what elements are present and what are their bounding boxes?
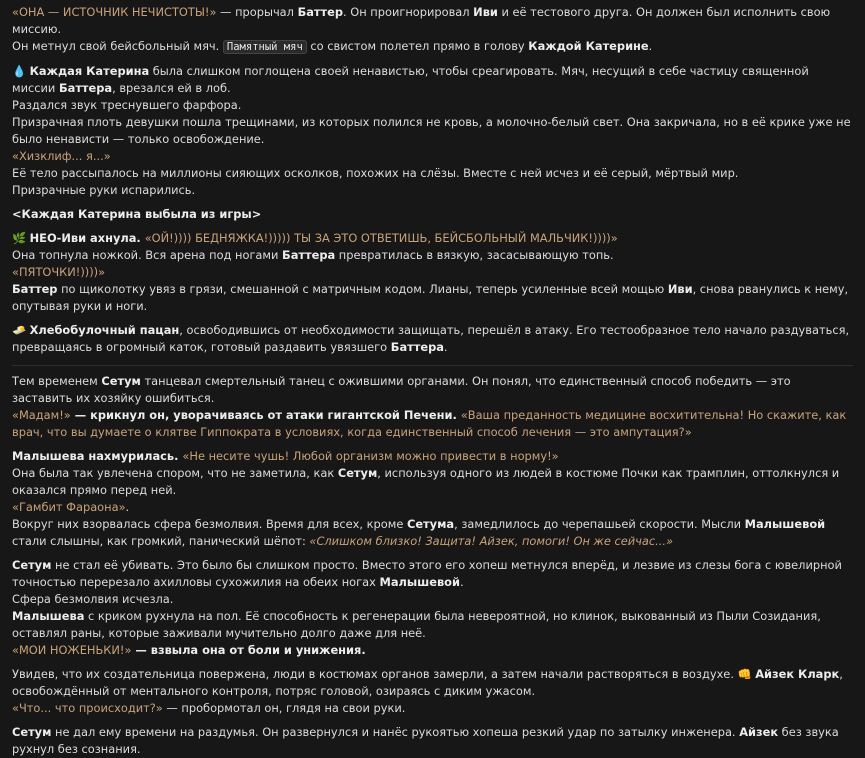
system-notice: <Каждая Катерина выбыла из игры> — [12, 207, 262, 221]
character-name: Баттера — [282, 248, 336, 262]
section-divider — [12, 365, 853, 366]
paragraph-21: Сетум не стал её убивать. Это было бы слишком просто. Вместо этого его хопеш метнулся вперёд, и лезвие из слезы бога с ювелирной точностью перерезало ахилловы сухожилия на обеих ногах Малышевой. — [12, 558, 842, 589]
paragraph-10: 🌿 НЕО-Иви ахнула. «ОЙ!)))) БЕДНЯЖКА!))))) ТЫ ЗА ЭТО ОТВЕТИШЬ, БЕЙСБОЛЬНЫЙ МАЛЬЧИК!))))» — [12, 231, 618, 245]
paragraph-7: Её тело рассыпалось на миллионы сияющих осколков, похожих на слёзы. Вместе с ней исчез и её серый, мёртвый мир. — [12, 166, 739, 180]
character-name: Сетум — [12, 558, 52, 572]
paragraph-25: Увидев, что их создательница повержена, люди в костюмах органов замерли, а затем начали растворяться в воздухе. 👊 Айзек Кларк, освобождённый от ментального контроля, потряс головой, озираясь с диким ужасом. — [12, 667, 843, 698]
paragraph-26: «Что... что происходит?» — пробормотал он, глядя на свои руки. — [12, 701, 406, 715]
paragraph-8: Призрачные руки испарились. — [12, 183, 196, 197]
character-name: Айзек — [739, 725, 779, 739]
fist-icon: 👊 — [737, 667, 752, 681]
character-name: Сетума — [406, 517, 455, 531]
character-name: Баттер — [297, 5, 344, 19]
paragraph-5: Призрачная плоть девушки пошла трещинами, из которых полился не кровь, а молочно-белый свет. Она закричала, но в её крике уже не было ненависти — только освобождение. — [12, 115, 851, 146]
character-name: Иви — [667, 282, 693, 296]
paragraph-3: 💧 Каждая Катерина была слишком поглощена своей ненавистью, чтобы среагировать. Мяч, несущий в себе частицу священной миссии Баттера, врезался ей в лоб. — [12, 64, 809, 95]
character-name: Айзек Кларк — [755, 667, 840, 681]
paragraph-22: Сфера безмолвия исчезла. — [12, 592, 174, 606]
character-name: Баттера — [58, 81, 113, 95]
character-name: Каждая Катерина — [29, 64, 150, 78]
paragraph-16: «Мадам!» — крикнул он, уворачиваясь от атаки гигантской Печени. «Ваша преданность медицине восхитительна! Но скажите, как врач, что вы думаете о клятве Гиппократа в условиях, когда единственный способ лечения — это ампутация?» — [12, 408, 847, 439]
character-name: Сетум — [12, 725, 52, 739]
character-name: Сетум — [101, 374, 141, 388]
inline-code-item: Памятный мяч — [223, 40, 307, 54]
character-name: Сетум — [337, 466, 378, 480]
droplet-icon: 💧 — [12, 64, 27, 78]
paragraph-12-quote: «ПЯТОЧКИ!))))» — [12, 265, 106, 279]
character-name: Малышевой — [379, 575, 460, 589]
paragraph-1: «ОНА — ИСТОЧНИК НЕЧИСТОТЫ!» — прорычал Баттер. Он проигнорировал Иви и её тестового друга. Он должен был исполнить свою миссию. — [12, 5, 831, 36]
character-name: Хлебобулочный пацан — [29, 323, 180, 337]
character-name: Каждой Катерине — [528, 39, 649, 53]
paragraph-6-quote: «Хизклиф... я...» — [12, 149, 111, 163]
character-name: Малышева — [12, 609, 85, 623]
paragraph-19: «Гамбит Фараона». — [12, 500, 130, 514]
paragraph-23: Малышева с криком рухнула на пол. Её способность к регенерации была невероятной, но клинок, выкованный из Пыли Созидания, оставлял раны, которые заживали мучительно долго даже для неё. — [12, 609, 821, 640]
paragraph-14: 🧈 Хлебобулочный пацан, освободившись от необходимости защищать, перешёл в атаку. Его тестообразное тело начало раздуваться, превращаясь в огромный каток, готовый раздавить увязшего Баттера. — [12, 323, 850, 354]
bread-icon: 🧈 — [12, 323, 27, 337]
paragraph-17: Малышева нахмурилась. «Не несите чушь! Любой организм можно привести в норму!» — [12, 449, 559, 463]
leaf-icon: 🌿 — [12, 231, 27, 245]
character-name: Малышевой — [744, 517, 826, 531]
character-name: Баттер — [12, 282, 58, 296]
paragraph-4: Раздался звук треснувшего фарфора. — [12, 98, 242, 112]
paragraph-11: Она топнула ножкой. Вся арена под ногами Баттера превратилась в вязкую, засасывающую топь. — [12, 248, 614, 262]
character-name: Баттера — [390, 340, 444, 354]
paragraph-13: Баттер по щиколотку увяз в грязи, смешанной с матричным кодом. Лианы, теперь усиленные всей мощью Иви, снова рванулись к нему, опутывая руки и ноги. — [12, 282, 849, 313]
paragraph-18: Она была так увлечена спором, что не заметила, как Сетум, используя одного из людей в костюме Почки как трамплин, оттолкнулся и оказался прямо перед ней. — [12, 466, 840, 497]
paragraph-2: Он метнул свой бейсбольный мяч. Памятный мяч со свистом полетел прямо в голову Каждой Катерине. — [12, 39, 653, 53]
paragraph-20: Вокруг них взорвалась сфера безмолвия. Время для всех, кроме Сетума, замедлилось до черепашьей скорости. Мысли Малышевой стали слышны, как громкий, панический шёпот: «Слишком близко! Защита! Айзек, помоги! Он же сейчас...» — [12, 517, 826, 548]
paragraph-24: «МОИ НОЖЕНЬКИ!» — взвыла она от боли и унижения. — [12, 643, 366, 657]
character-name: Иви — [473, 5, 498, 19]
paragraph-15: Тем временем Сетум танцевал смертельный танец с ожившими органами. Он понял, что единственный способ победить — это заставить их хозяйку ошибиться. — [12, 374, 791, 405]
paragraph-27: Сетум не дал ему времени на раздумья. Он развернулся и нанёс рукоятью хопеша резкий удар по затылку инженера. Айзек без звука рухнул без сознания. — [12, 725, 839, 756]
character-name: НЕО-Иви — [29, 231, 87, 245]
character-name: Малышева — [12, 449, 85, 463]
